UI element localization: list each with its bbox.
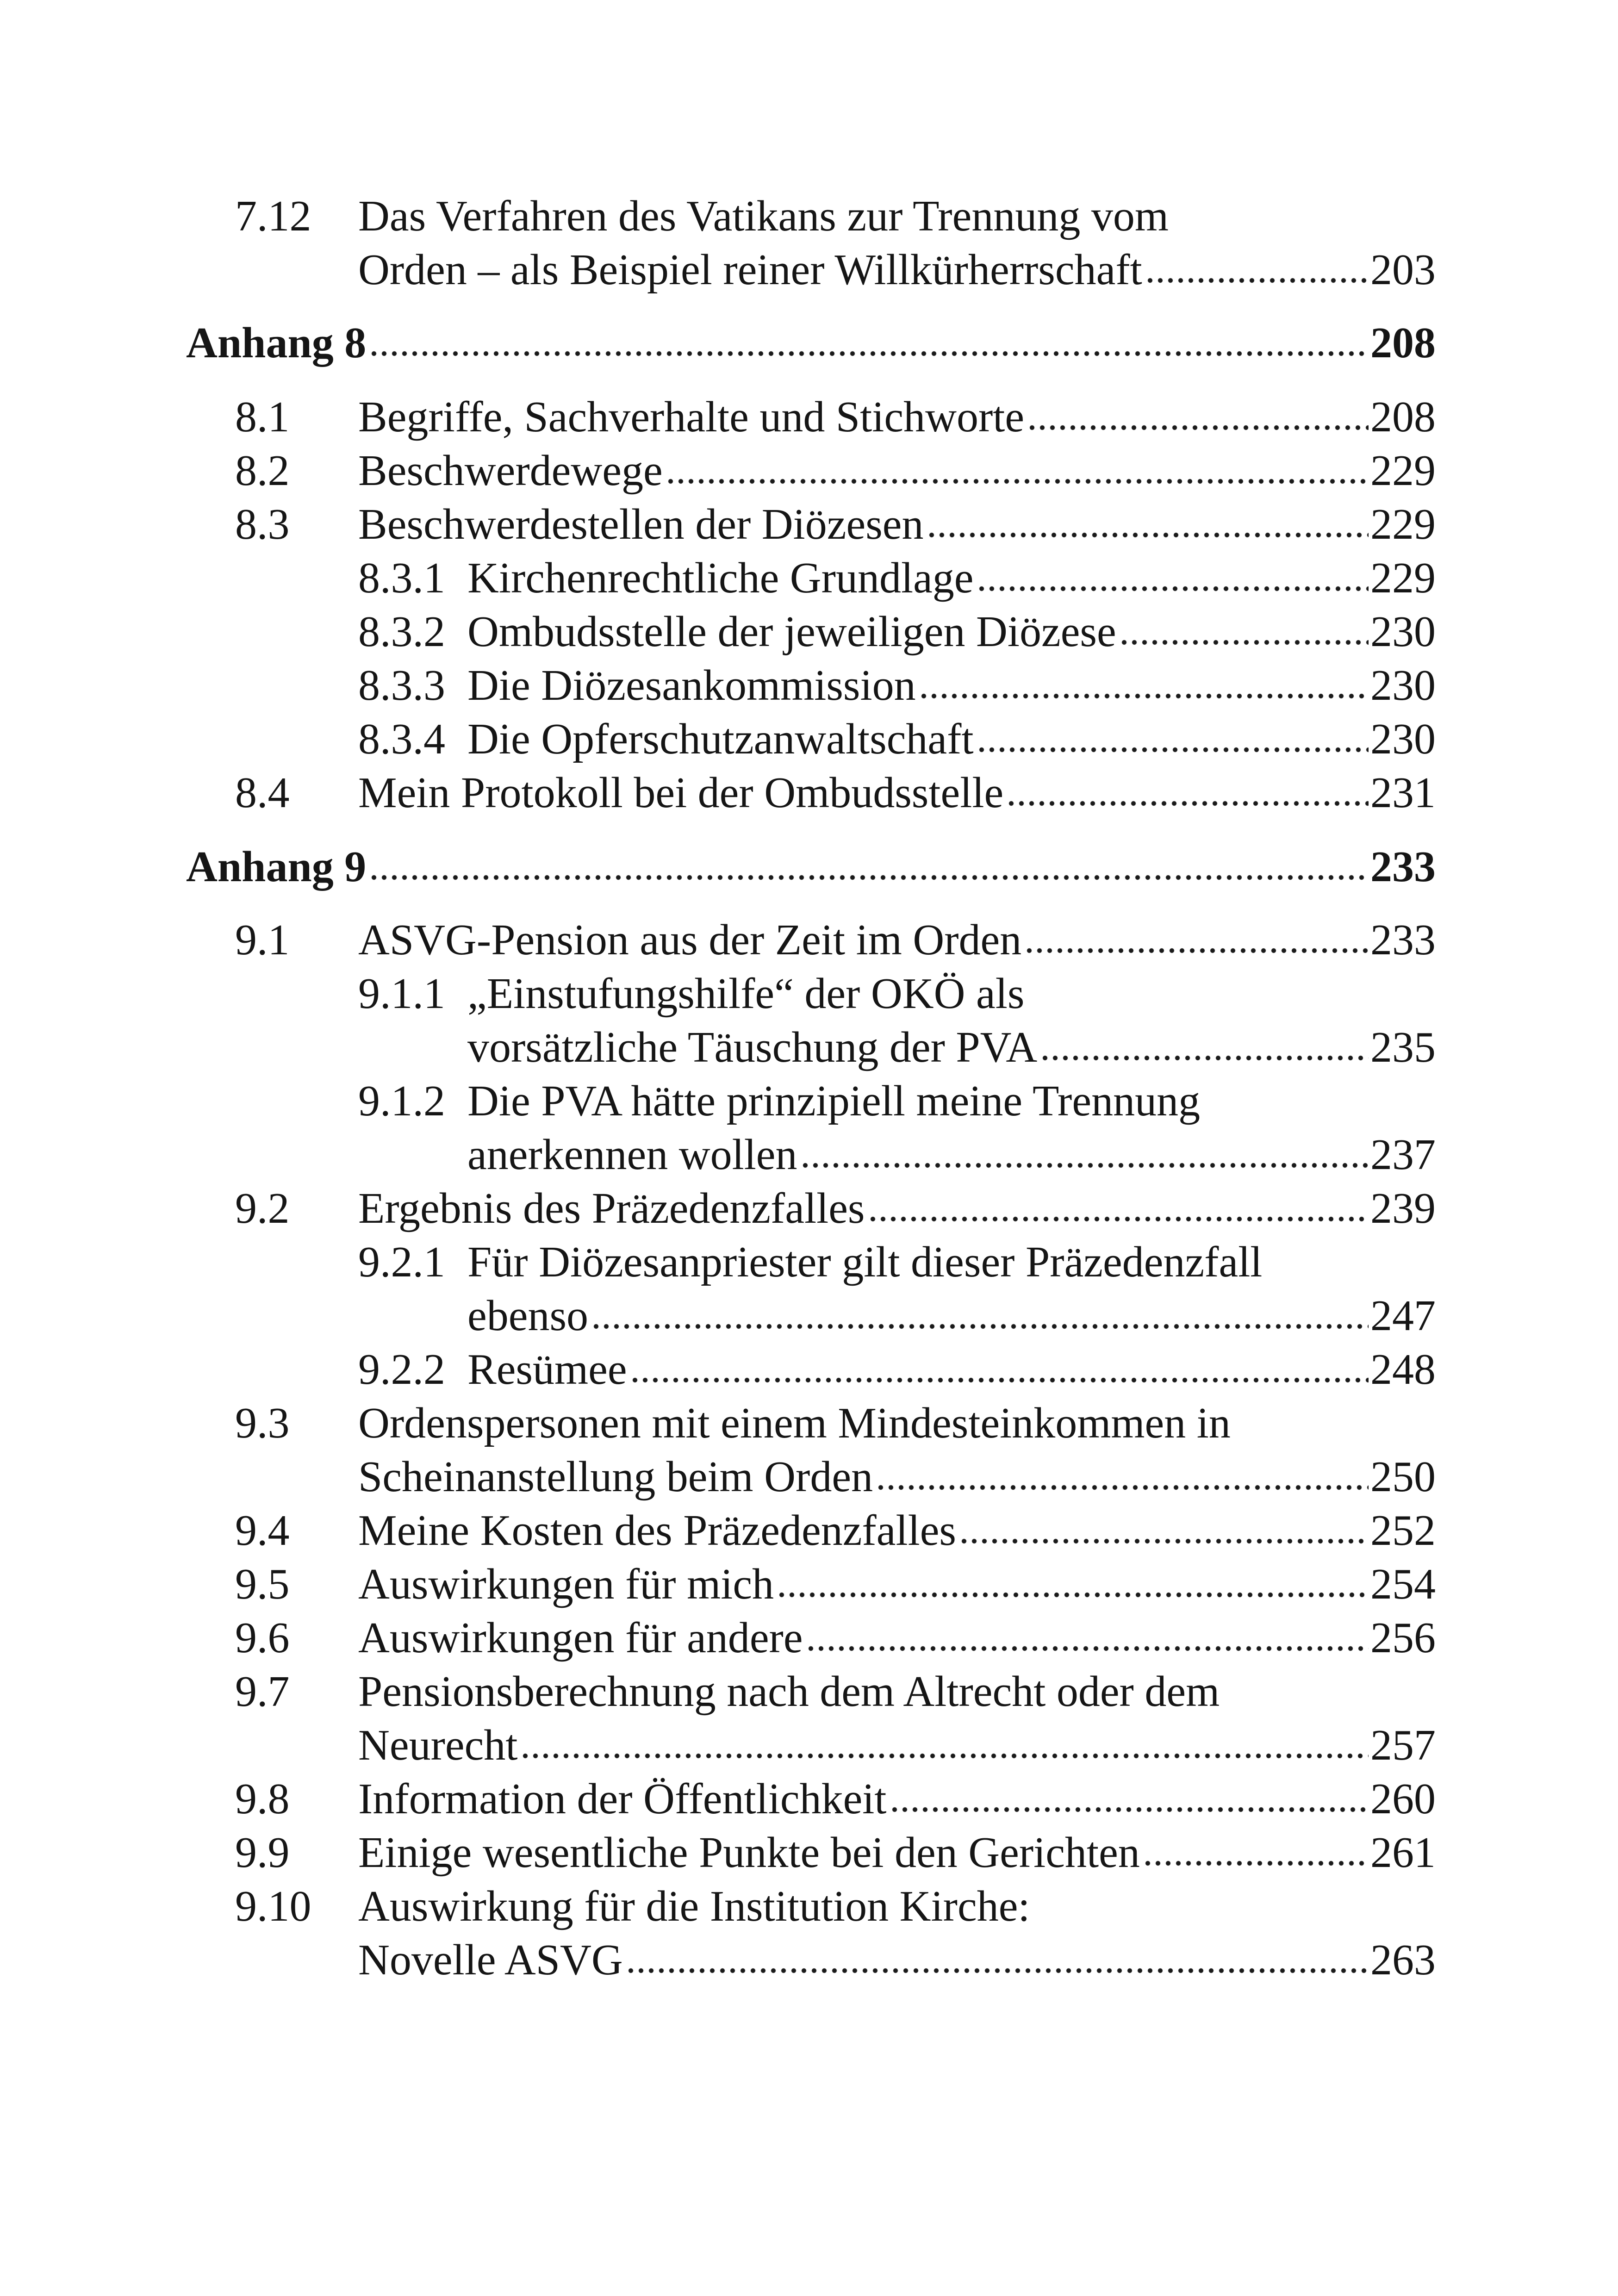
- toc-entry-8-4: [0, 767, 1618, 818]
- toc-entry-9-5: [0, 1559, 1618, 1610]
- entry-number: 9.10: [235, 1882, 311, 1930]
- entry-title: anerkennen wollen: [467, 1131, 797, 1179]
- page-number: 252: [1370, 1506, 1436, 1555]
- toc-entry-9-1-2-continued: [0, 1129, 1618, 1180]
- dot-leader: [868, 1185, 1369, 1223]
- page-number: 235: [1370, 1023, 1436, 1071]
- leader-line: [358, 1183, 1436, 1234]
- entry-title: Novelle ASVG: [358, 1936, 623, 1984]
- dot-leader: [591, 1292, 1369, 1330]
- entry-title: Ergebnis des Präzedenzfalles: [358, 1184, 865, 1232]
- entry-title: Die Opferschutzanwaltschaft: [467, 715, 974, 763]
- entry-title: Ombudsstelle der jeweiligen Diözese: [467, 608, 1116, 656]
- leader-line: [358, 767, 1436, 818]
- entry-title: Orden – als Beispiel reiner Willkürherrschaft: [358, 246, 1142, 294]
- page-number: 254: [1370, 1560, 1436, 1608]
- toc-entry-9-7-continued: [0, 1720, 1618, 1771]
- toc-entry-9-4: [0, 1505, 1618, 1556]
- entry-number: 8.2: [235, 447, 290, 495]
- dot-leader: [1027, 393, 1369, 431]
- page-number: 237: [1370, 1131, 1436, 1179]
- page-number: 257: [1370, 1721, 1436, 1769]
- dot-leader: [1145, 246, 1369, 284]
- entry-title: Mein Protokoll bei der Ombudsstelle: [358, 769, 1004, 817]
- toc-entry-8-3: [0, 499, 1618, 550]
- leader-line: [467, 1290, 1436, 1341]
- leader-line: [467, 553, 1436, 604]
- dot-leader: [1024, 916, 1369, 954]
- leader-line: [467, 1344, 1436, 1395]
- dot-leader: [777, 1561, 1369, 1599]
- page-number: 263: [1370, 1936, 1436, 1984]
- appendix-heading: Anhang 9: [186, 843, 367, 891]
- dot-leader: [927, 501, 1369, 539]
- entry-number: 8.4: [235, 769, 290, 817]
- page-number: 260: [1370, 1775, 1436, 1823]
- entry-title: Information der Öffentlichkeit: [358, 1775, 887, 1823]
- leader-line: [358, 1559, 1436, 1610]
- leader-line: [467, 606, 1436, 657]
- leader-line: [186, 317, 1436, 368]
- toc-entry-9-3: [0, 1398, 1618, 1449]
- leader-line: [358, 392, 1436, 442]
- entry-number: 9.3: [235, 1399, 290, 1447]
- toc-entry-8-3-4: [0, 714, 1618, 765]
- leader-line: [358, 244, 1436, 295]
- entry-title: ASVG-Pension aus der Zeit im Orden: [358, 916, 1022, 964]
- page-number: 247: [1370, 1292, 1436, 1340]
- dot-leader: [666, 447, 1369, 485]
- leader-line: [358, 1773, 1436, 1824]
- entry-title: Die PVA hätte prinzipiell meine Trennung: [467, 1077, 1201, 1125]
- page-number: 230: [1370, 661, 1436, 709]
- entry-title: Neurecht: [358, 1721, 518, 1769]
- entry-number: 8.1: [235, 393, 290, 441]
- toc-entry-9-2: [0, 1183, 1618, 1234]
- toc-entry-9-1-2: [0, 1076, 1618, 1126]
- entry-number: 9.2.1: [358, 1238, 445, 1286]
- entry-title: „Einstufungshilfe“ der OKÖ als: [467, 970, 1025, 1018]
- toc-entry-8-2: [0, 445, 1618, 496]
- entry-number: 7.12: [235, 192, 311, 240]
- dot-leader: [369, 843, 1369, 881]
- page-number: 208: [1370, 319, 1436, 367]
- toc-entry-9-6: [0, 1612, 1618, 1663]
- entry-title: Ordenspersonen mit einem Mindesteinkommen in: [358, 1399, 1231, 1447]
- leader-line: [467, 660, 1436, 711]
- entry-number: 9.7: [235, 1668, 290, 1716]
- leader-line: [358, 1720, 1436, 1771]
- dot-leader: [1040, 1024, 1369, 1062]
- toc-heading-anhang-9: [0, 841, 1618, 892]
- leader-line: [358, 1505, 1436, 1556]
- page-number: 231: [1370, 769, 1436, 817]
- toc-entry-9-3-continued: [0, 1451, 1618, 1502]
- appendix-heading: Anhang 8: [186, 319, 367, 367]
- toc-entry-7-12-continued: [0, 244, 1618, 295]
- entry-number: 8.3.1: [358, 554, 445, 602]
- entry-title: Pensionsberechnung nach dem Altrecht oder dem: [358, 1668, 1220, 1716]
- leader-line: [358, 1612, 1436, 1663]
- entry-title: Resümee: [467, 1345, 627, 1394]
- entry-number: 9.8: [235, 1775, 290, 1823]
- dot-leader: [977, 554, 1369, 592]
- toc-entry-9-2-1-continued: [0, 1290, 1618, 1341]
- leader-line: [467, 1022, 1436, 1073]
- dot-leader: [1006, 769, 1369, 807]
- toc-entry-8-1: [0, 392, 1618, 442]
- entry-number: 9.1: [235, 916, 290, 964]
- dot-leader: [626, 1936, 1369, 1974]
- toc-entry-9-10-continued: [0, 1935, 1618, 1985]
- entry-number: 8.3: [235, 500, 290, 548]
- toc-entry-9-8: [0, 1773, 1618, 1824]
- entry-title: Kirchenrechtliche Grundlage: [467, 554, 974, 602]
- page-number: 239: [1370, 1184, 1436, 1232]
- leader-line: [186, 841, 1436, 892]
- entry-title: Meine Kosten des Präzedenzfalles: [358, 1506, 956, 1555]
- leader-line: [467, 1129, 1436, 1180]
- leader-line: [358, 1827, 1436, 1878]
- entry-number: 9.2: [235, 1184, 290, 1232]
- page-number: 203: [1370, 246, 1436, 294]
- toc-entry-9-10: [0, 1881, 1618, 1932]
- dot-leader: [959, 1507, 1369, 1545]
- leader-line: [358, 1451, 1436, 1502]
- entry-number: 9.9: [235, 1829, 290, 1877]
- dot-leader: [919, 662, 1369, 700]
- toc-entry-9-9: [0, 1827, 1618, 1878]
- toc-entry-7-12: [0, 191, 1618, 242]
- page-number: 229: [1370, 447, 1436, 495]
- entry-title: Die Diözesankommission: [467, 661, 916, 709]
- entry-title: Auswirkungen für mich: [358, 1560, 774, 1608]
- leader-line: [358, 915, 1436, 965]
- entry-title: Scheinanstellung beim Orden: [358, 1453, 873, 1501]
- toc-entry-8-3-1: [0, 553, 1618, 604]
- entry-number: 8.3.2: [358, 608, 445, 656]
- toc-entry-9-2-2: [0, 1344, 1618, 1395]
- entry-number: 8.3.3: [358, 661, 445, 709]
- entry-title: ebenso: [467, 1292, 589, 1340]
- entry-title: vorsätzliche Täuschung der PVA: [467, 1023, 1038, 1071]
- entry-title: Beschwerdestellen der Diözesen: [358, 500, 924, 548]
- page-number: 208: [1370, 393, 1436, 441]
- dot-leader: [630, 1346, 1369, 1384]
- dot-leader: [1119, 608, 1369, 646]
- page-number: 250: [1370, 1453, 1436, 1501]
- dot-leader: [806, 1614, 1369, 1652]
- dot-leader: [520, 1722, 1369, 1760]
- dot-leader: [1143, 1829, 1369, 1867]
- leader-line: [358, 499, 1436, 550]
- entry-number: 9.4: [235, 1506, 290, 1555]
- entry-title: Auswirkungen für andere: [358, 1614, 803, 1662]
- page-number: 230: [1370, 608, 1436, 656]
- page-number: 233: [1370, 843, 1436, 891]
- toc-entry-8-3-2: [0, 606, 1618, 657]
- page-number: 233: [1370, 916, 1436, 964]
- entry-title: Einige wesentliche Punkte bei den Gerichten: [358, 1829, 1140, 1877]
- page-number: 256: [1370, 1614, 1436, 1662]
- leader-line: [467, 714, 1436, 765]
- entry-number: 9.6: [235, 1614, 290, 1662]
- entry-title: Für Diözesanpriester gilt dieser Präzedenzfall: [467, 1238, 1263, 1286]
- toc-heading-anhang-8: [0, 317, 1618, 368]
- entry-title: Beschwerdewege: [358, 447, 663, 495]
- toc-entry-9-1-1: [0, 968, 1618, 1019]
- entry-title: Auswirkung für die Institution Kirche:: [358, 1882, 1030, 1930]
- dot-leader: [890, 1775, 1369, 1813]
- entry-number: 9.2.2: [358, 1345, 445, 1394]
- dot-leader: [369, 319, 1369, 357]
- toc-entry-9-1: [0, 915, 1618, 965]
- toc-entry-9-2-1: [0, 1237, 1618, 1288]
- page-number: 261: [1370, 1829, 1436, 1877]
- leader-line: [358, 1935, 1436, 1985]
- page-number: 230: [1370, 715, 1436, 763]
- dot-leader: [977, 716, 1369, 753]
- toc-entry-9-7: [0, 1666, 1618, 1717]
- entry-number: 9.1.1: [358, 970, 445, 1018]
- dot-leader: [800, 1131, 1369, 1169]
- toc-entry-8-3-3: [0, 660, 1618, 711]
- dot-leader: [876, 1453, 1369, 1491]
- entry-number: 9.5: [235, 1560, 290, 1608]
- entry-number: 9.1.2: [358, 1077, 445, 1125]
- page-number: 229: [1370, 500, 1436, 548]
- page-number: 248: [1370, 1345, 1436, 1394]
- page-number: 229: [1370, 554, 1436, 602]
- entry-title: Begriffe, Sachverhalte und Stichworte: [358, 393, 1025, 441]
- entry-title: Das Verfahren des Vatikans zur Trennung vom: [358, 192, 1169, 240]
- leader-line: [358, 445, 1436, 496]
- toc-entry-9-1-1-continued: [0, 1022, 1618, 1073]
- entry-number: 8.3.4: [358, 715, 445, 763]
